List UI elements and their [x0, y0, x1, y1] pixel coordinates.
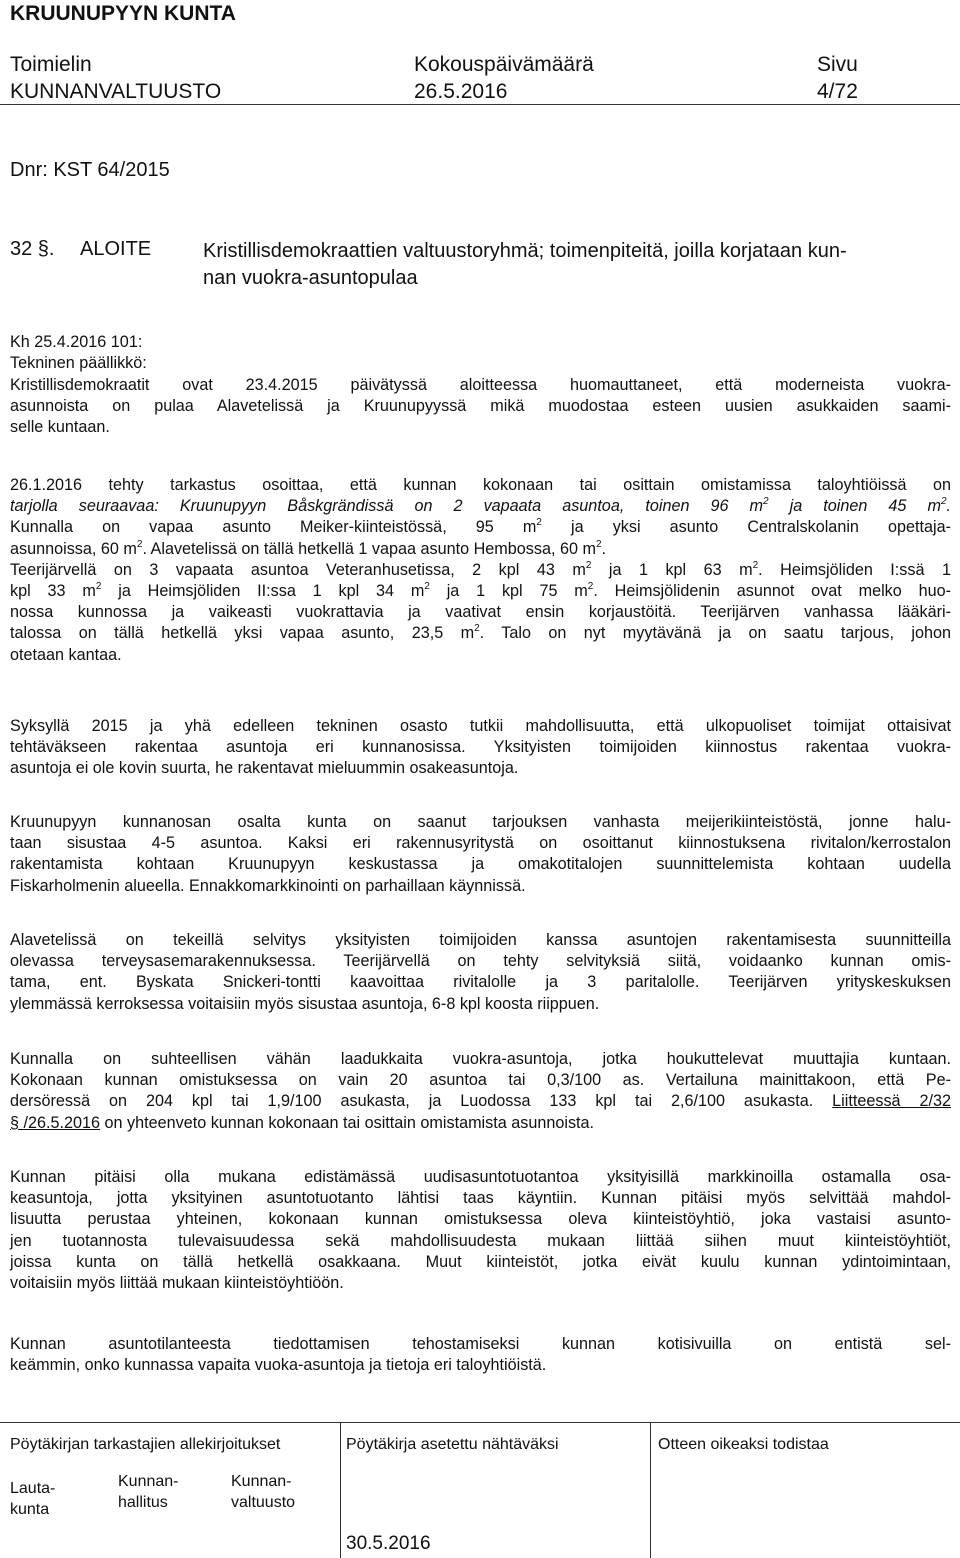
paragraph-website: Kunnan asuntotilanteesta tiedottamisen tehostamiseksi kunnan kotisivuilla on entistä sel- keämmin, onko kunnassa vapaita vuoka-asuntoja ja tietoja eri taloyhtiöistä. [10, 1335, 951, 1375]
page-label: Sivu [817, 53, 858, 76]
signatures-heading: Pöytäkirjan tarkastajien allekirjoitukset [10, 1436, 281, 1453]
body-label: Toimielin [10, 53, 92, 76]
paragraph-kruunupyy: Kruunupyyn kunnanosan osalta kunta on saanut tarjouksen vanhasta meijerikiinteistöstä, jonne halu- taan sisustaa 4-5 asuntoa. Kaksi eri rakennusyritystä on osoittanut kiinnostuksena rivitalon/kerrostalon rakentamista kohtaan Kruunupyyn keskustassa ja omakotitalojen suunnittelemista kohtaan uudella Fiskarholmenin alueella. Ennakkomarkkinointi on parhaillaan käynnissä. [10, 813, 951, 895]
handling-meta [10, 332, 147, 374]
appendix-link-continued[interactable]: § /26.5.2016 [10, 1113, 101, 1132]
record-number: Dnr: KST 64/2015 [10, 159, 170, 181]
presenter-label: Tekninen päällikkö: [10, 354, 147, 373]
footer-column-divider-1 [340, 1422, 341, 1558]
organization-name: KRUUNUPYYN KUNTA [10, 2, 236, 25]
paragraph-proposal: Kunnan pitäisi olla mukana edistämässä uudisasuntotuotantoa yksityisillä markkinoilla ostamalla osa- keasuntoja, jotta yksityinen asuntotuotanto lähtisi taas käyntiin. Kunnan pitäisi myös selvittää mahdol- lisuutta perustaa yhteinen, kokonaan kunnan omistuksessa oleva kiinteistöyhtiö, joka vastaisi asunto- jen tuotannosta tulevaisuudessa sekä mahdollisuudesta mukaan liittää siihen muut kiinteistöyhtiöt, joissa kunta on tällä hetkellä osakkaana. Muut kiinteistöt, jotka eivät kuulu kunnan ydintoimintaan, voitaisiin myös liittää mukaan kiinteistöyhtiöön. [10, 1168, 951, 1293]
posted-date: 30.5.2016 [346, 1533, 431, 1554]
page-number: 4/72 [817, 80, 858, 103]
paragraph-autumn-2015: Syksyllä 2015 ja yhä edelleen tekninen osasto tutkii mahdollisuutta, että ulkopuoliset toimijat ottaisivat tehtäväkseen rakentaa asuntoja eri kunnanosissa. Yksityisten toimijoiden kiinnostus rakentaa vuokra- asuntoja ei ole kovin suurta, he rakentavat mieluummin osakeasuntoja. [10, 717, 951, 778]
meeting-date-value: 26.5.2016 [414, 80, 508, 103]
label-kunnanhallitus: Kunnan- hallitus [118, 1473, 179, 1511]
certified-heading: Otteen oikeaksi todistaa [658, 1436, 829, 1453]
section-title: Kristillisdemokraattien valtuustoryhmä; toimenpiteitä, joilla korjataan kun- nan vuokra-asuntopulaa [203, 240, 847, 289]
appendix-link[interactable]: Liitteessä 2/32 [832, 1092, 951, 1111]
label-lautakunta: Lauta- kunta [10, 1480, 56, 1518]
section-type: ALOITE [80, 238, 152, 260]
meeting-date-label: Kokouspäivämäärä [414, 53, 594, 76]
paragraph-alaveteli: Alavetelissä on tekeillä selvitys yksityisten toimijoiden kanssa asuntojen rakentamisesta suunnitteilla olevassa terveysasemarakennuksessa. Teerijärvellä on tehty selvityksiä siitä, voidaanko kunnan omis- tama, ent. Byskata Snickeri-tontti kaavoittaa rivitalolle ja 3 paritalolle. Teerijärven yrityskeskuksen ylemmässä kerroksessa voitaisiin myös sisustaa asuntoja, 6-8 kpl koosta riippuen. [10, 931, 951, 1013]
header-divider [0, 104, 960, 105]
body-value: KUNNANVALTUUSTO [10, 80, 222, 103]
paragraph-initiative: Kristillisdemokraatit ovat 23.4.2015 päivätyssä aloitteessa huomauttaneet, että moderneista vuokra- asunnoista on pulaa Alavetelissä ja Kruunupyyssä mikä muodostaa esteen uusien asukkaiden saami- selle kuntaan. [10, 376, 951, 437]
footer-divider [0, 1422, 960, 1423]
paragraph-inspection: 26.1.2016 tehty tarkastus osoittaa, että kunnan kokonaan tai osittain omistamissa taloyhtiöissä on tarjolla seuraavaa: Kruunupyyn Båskgrändissä on 2 vapaata asuntoa, toinen 96 $m^2$ ja toinen 45 $m^2$. Kunnalla on vapaa asunto Meiker-kiinteistössä, 95 $m^2$ ja yksi asunto Centralskolanin opettaja- asunnoissa, 60 $m^2$. Alavetelissä on tällä hetkellä 1 vapaa asunto Hembossa, 60 $m^2$. Teerijärvellä on 3 vapaata asuntoa Veteranhusetissa, 2 kpl 43 $m^2$ ja 1 kpl 63 $m^2$. Heimsjöliden I:ssä 1 kpl 33 $m^2$ ja Heimsjöliden II:ssa 1 kpl 34 $m^2$ ja 1 kpl 75 $m^2$. Heimsjölidenin asunnot ovat melko huo- nossa kunnossa ja vaikeasti vuokrattavia ja vaativat ensin korjaustöitä. Teerijärven vanhassa lääkäri- talossa on tällä hetkellä yksi vapaa asunto, 23,5 $m^2$. Talo on nyt myytävänä ja on saatu tarjous, johon otetaan kantaa. [10, 476, 952, 664]
footer-column-divider-2 [650, 1422, 651, 1558]
paragraph-rental-stock: Kunnalla on suhteellisen vähän laadukkaita vuokra-asuntoja, jotka houkuttelevat muuttajia kuntaan. Kokonaan kunnan omistuksessa on vain 20 asuntoa tai 0,3/100 as. Vertailuna mainittakoon, että Pe- dersöressä on 204 kpl tai 1,9/100 asukasta, ja Luodossa 133 kpl tai 2,6/100 asukasta. Liitteessä 2/32 § /26.5.2016 on yhteenveto kunnan kokonaan tai osittain omistamista asunnoista. [10, 1050, 951, 1132]
label-kunnanvaltuusto: Kunnan- valtuusto [231, 1473, 296, 1511]
section-number: 32 §. [10, 238, 55, 260]
posted-heading: Pöytäkirja asetettu nähtäväksi [346, 1436, 559, 1453]
handling-reference: Kh 25.4.2016 101: [10, 333, 143, 351]
